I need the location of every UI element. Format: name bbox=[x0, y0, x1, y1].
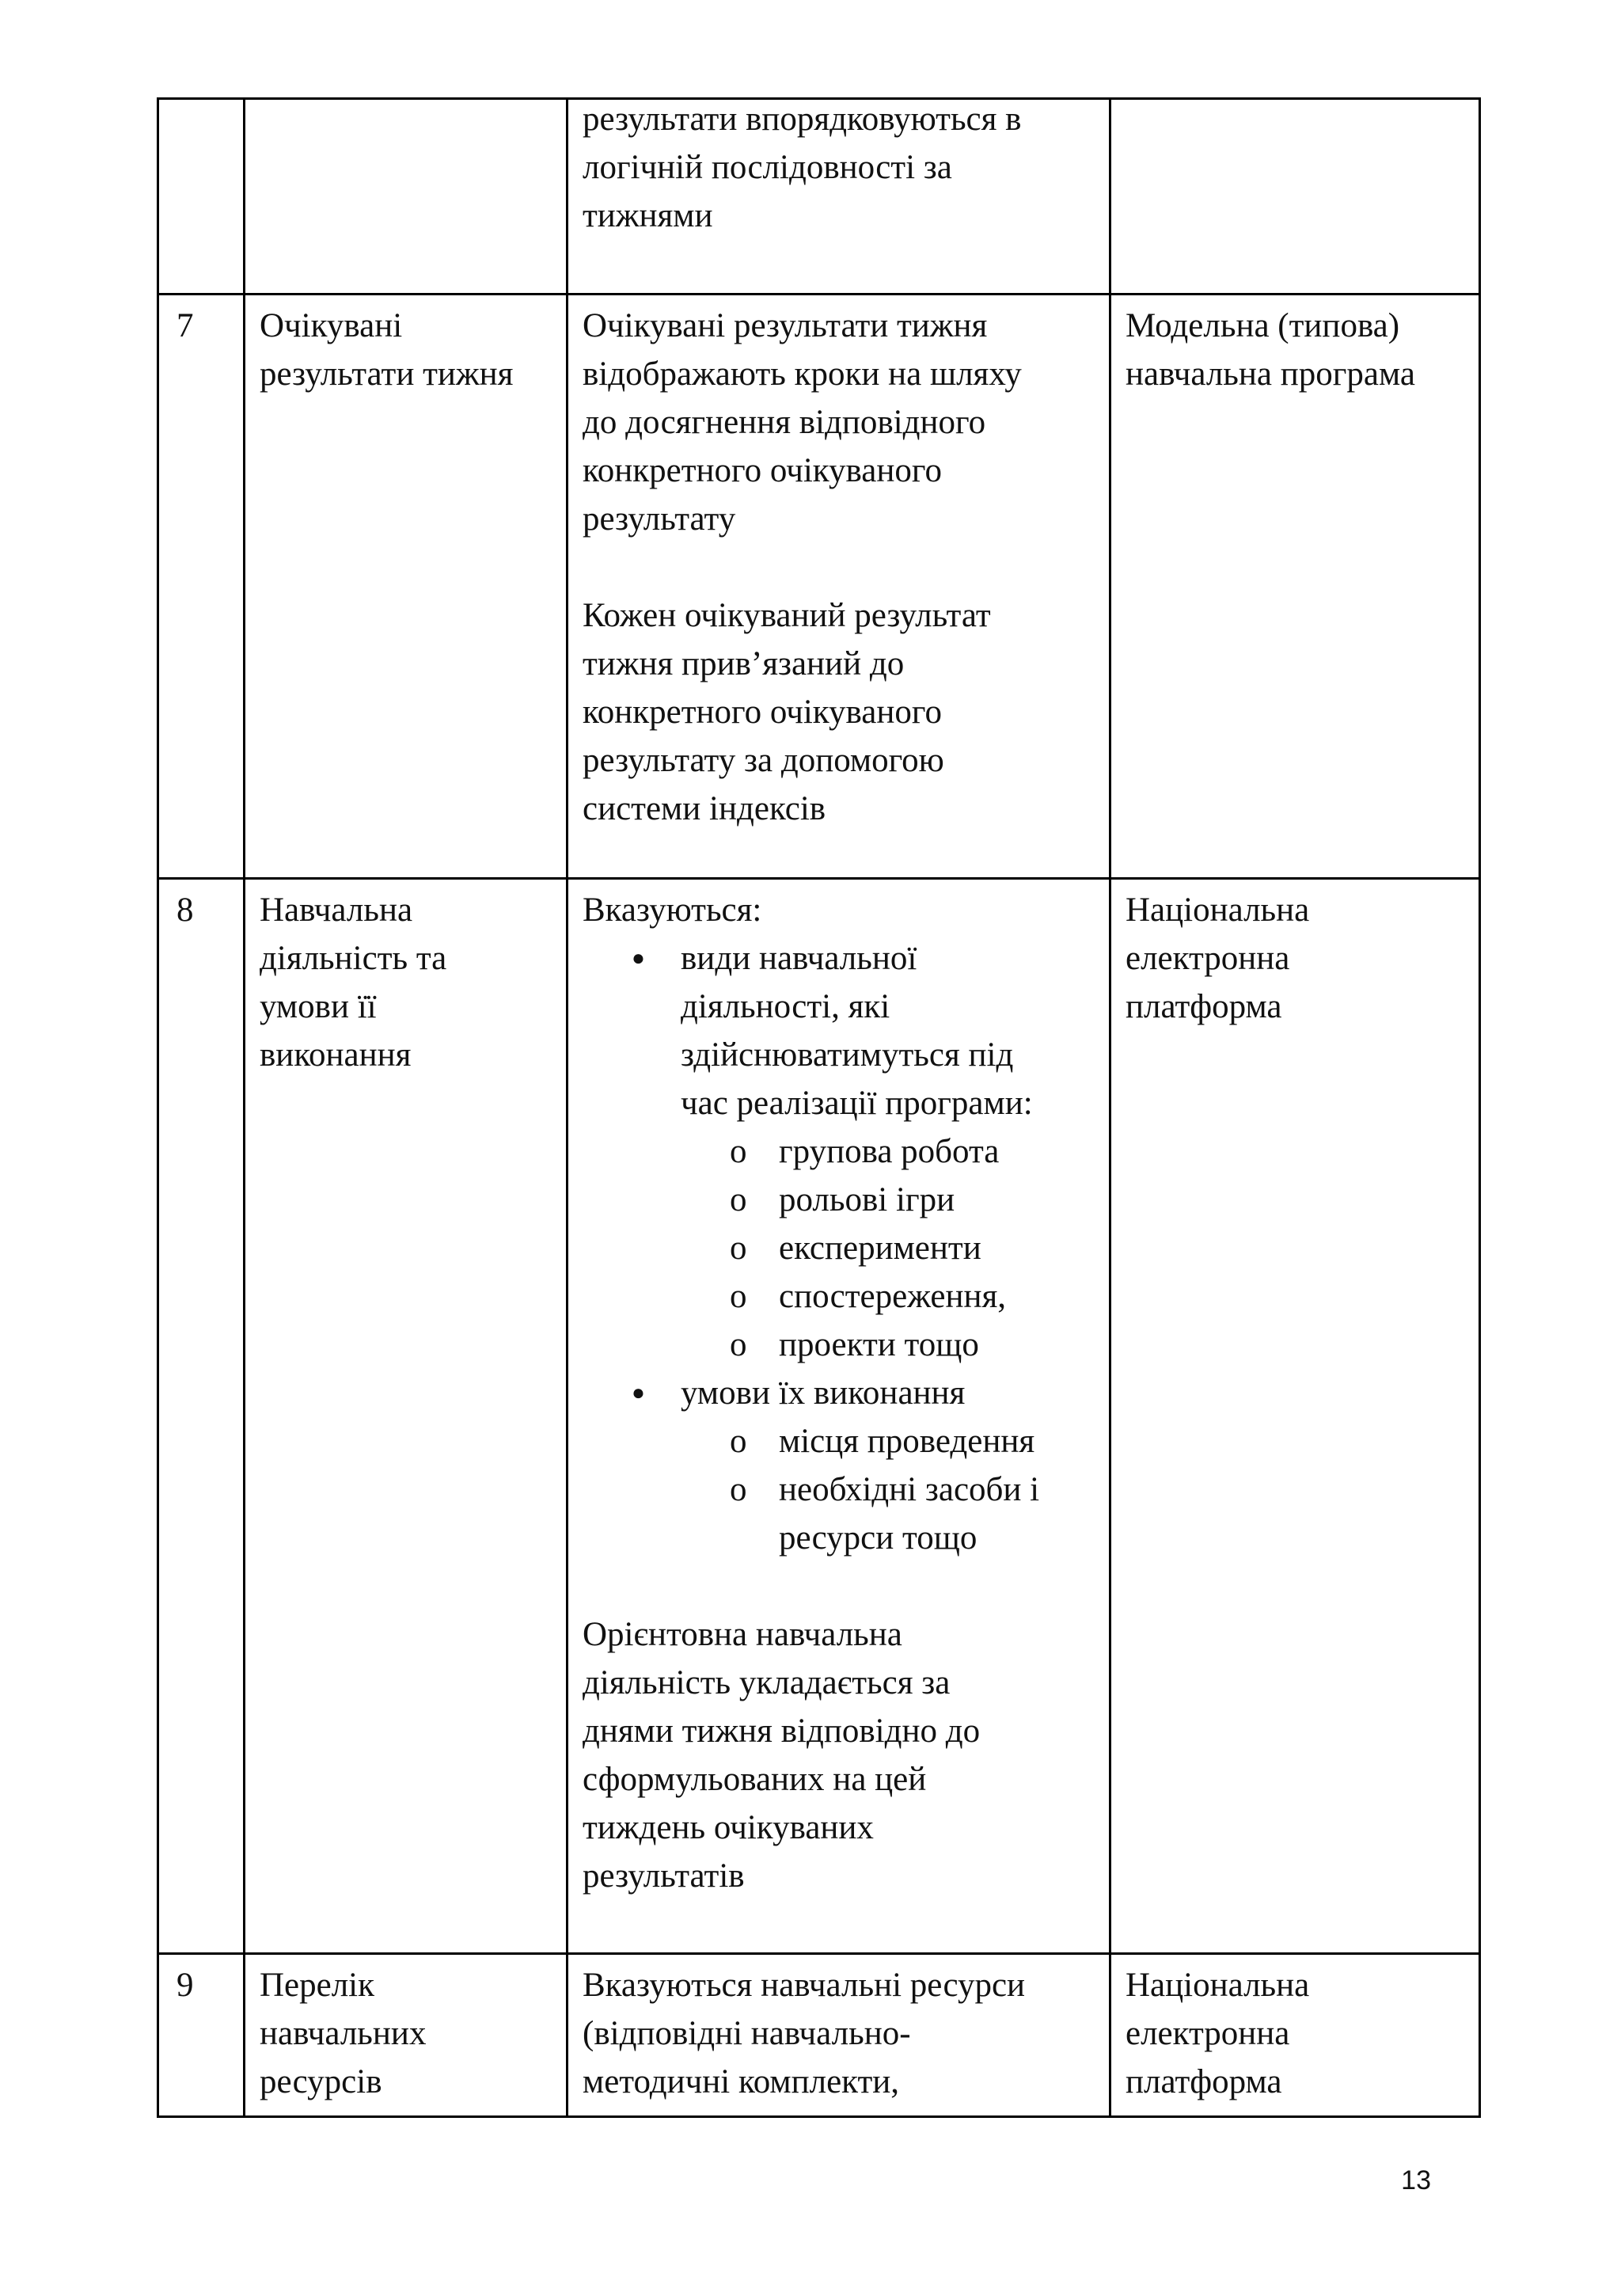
text-line: Навчальна bbox=[260, 891, 413, 929]
text-line: конкретного очікуваного bbox=[583, 694, 942, 731]
text-line: результатів bbox=[583, 1857, 745, 1895]
document-table bbox=[157, 97, 1481, 2118]
text-line: Національна bbox=[1126, 891, 1310, 929]
row-source-cell bbox=[1110, 1954, 1480, 2117]
text-line: діяльності, які bbox=[681, 988, 890, 1025]
row-description-cell bbox=[568, 99, 1110, 295]
row-source-cell bbox=[1110, 295, 1480, 879]
sub-bullet-list bbox=[681, 1127, 1095, 1369]
row-number: 9 bbox=[158, 1954, 245, 2117]
table-row-8 bbox=[158, 879, 1480, 1954]
text-line: Орієнтовна навчальна bbox=[583, 1616, 902, 1653]
text-line: методичні комплекти, bbox=[583, 2063, 900, 2100]
text-line: логічній послідовності за bbox=[583, 149, 952, 186]
sub-bullet-item bbox=[583, 1417, 1095, 1465]
text-line: тиждень очікуваних bbox=[583, 1809, 874, 1846]
text-line: електронна bbox=[1126, 940, 1290, 977]
text-line: умови її bbox=[260, 988, 377, 1025]
text-line: відображають кроки на шляху bbox=[583, 355, 1022, 393]
text-line: тижнями bbox=[583, 197, 713, 234]
row-description-cell bbox=[568, 1954, 1110, 2117]
text-line: Кожен очікуваний результат bbox=[583, 597, 991, 634]
row-number: 8 bbox=[158, 879, 245, 1954]
table-row-continuation bbox=[158, 99, 1480, 295]
text-line: Вказуються: bbox=[583, 891, 762, 929]
text-line: сформульованих на цей bbox=[583, 1761, 927, 1798]
text-line: конкретного очікуваного bbox=[583, 452, 942, 489]
text-line: ● умови їх виконання bbox=[681, 1374, 966, 1412]
text-line: Національна bbox=[1126, 1967, 1310, 2004]
bullet-item bbox=[583, 934, 1095, 1369]
row-title-cell bbox=[245, 879, 568, 1954]
bullet-list bbox=[583, 934, 1095, 1562]
row-title-cell bbox=[245, 295, 568, 879]
page-number: 13 bbox=[1401, 2165, 1431, 2195]
text-line: Вказуються навчальні ресурси bbox=[583, 1967, 1026, 2004]
text-line: час реалізації програми: bbox=[681, 1085, 1033, 1122]
text-line: o місця проведення bbox=[779, 1423, 1035, 1460]
sub-bullet-list bbox=[681, 1417, 1095, 1562]
sub-bullet-item bbox=[583, 1465, 1095, 1562]
text-line: тижня прив’язаний до bbox=[583, 645, 905, 682]
text-line: ресурсів bbox=[260, 2063, 382, 2100]
row-description-cell bbox=[568, 879, 1110, 1954]
text-line: до досягнення відповідного bbox=[583, 404, 986, 441]
text-line: виконання bbox=[260, 1036, 412, 1074]
row-title-cell bbox=[245, 1954, 568, 2117]
row-description-cell bbox=[568, 295, 1110, 879]
text-line: результату bbox=[583, 500, 736, 538]
text-line: результату за допомогою bbox=[583, 742, 944, 779]
text-line: навчальна програма bbox=[1126, 355, 1416, 393]
text-line: навчальних bbox=[260, 2015, 427, 2052]
row-title-cell bbox=[245, 99, 568, 295]
text-line: o необхідні засоби і bbox=[779, 1471, 1040, 1508]
text-line: результати тижня bbox=[260, 355, 514, 393]
text-line: діяльність та bbox=[260, 940, 447, 977]
text-line: електронна bbox=[1126, 2015, 1290, 2052]
text-line: системи індексів bbox=[583, 790, 826, 827]
sub-bullet-item: o проекти тощо bbox=[583, 1321, 1095, 1369]
sub-bullet-item: o рольові ігри bbox=[583, 1176, 1095, 1224]
text-line: Очікувані результати тижня bbox=[583, 307, 988, 344]
text-line: Перелік bbox=[260, 1967, 375, 2004]
text-line: Модельна (типова) bbox=[1126, 307, 1400, 344]
row-source-cell bbox=[1110, 99, 1480, 295]
text-line: Очікувані bbox=[260, 307, 403, 344]
text-line: платформа bbox=[1126, 2063, 1282, 2100]
text-line: платформа bbox=[1126, 988, 1282, 1025]
bullet-item bbox=[583, 1369, 1095, 1562]
text-line: здійснюватимуться під bbox=[681, 1036, 1014, 1074]
row-source-cell bbox=[1110, 879, 1480, 1954]
text-line: днями тижня відповідно до bbox=[583, 1712, 981, 1750]
text-line: (відповідні навчально- bbox=[583, 2015, 911, 2052]
text-line: ● види навчальної bbox=[681, 940, 917, 977]
text-line: результати впорядковуються в bbox=[583, 101, 1022, 138]
sub-bullet-item: o експерименти bbox=[583, 1224, 1095, 1272]
text-line: діяльність укладається за bbox=[583, 1664, 951, 1701]
sub-bullet-item: o спостереження, bbox=[583, 1272, 1095, 1321]
row-number: 7 bbox=[158, 295, 245, 879]
table-row-9 bbox=[158, 1954, 1480, 2117]
sub-bullet-item: o групова робота bbox=[583, 1127, 1095, 1176]
text-line: ресурси тощо bbox=[779, 1519, 978, 1557]
table-row-7 bbox=[158, 295, 1480, 879]
row-number-cell bbox=[158, 99, 245, 295]
